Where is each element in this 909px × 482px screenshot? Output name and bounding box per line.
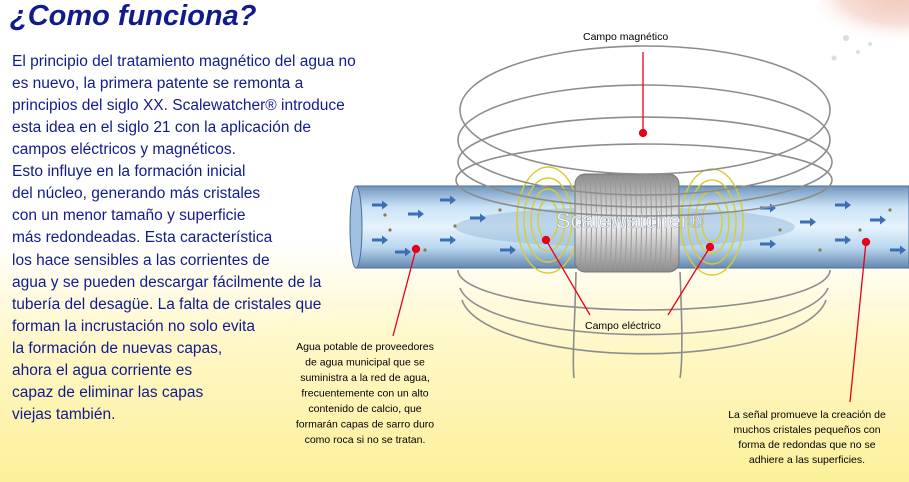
magnetic-field-label: Campo magnético (583, 31, 669, 43)
paragraph-line: principios del siglo XX. Scalewatcher® introduce (12, 97, 345, 114)
paragraph-line: la formación de nuevas capas, (12, 340, 223, 357)
paragraph-line: es nuevo, la primera patente se remonta a (12, 75, 304, 92)
calcium-particle (383, 213, 386, 216)
calcium-particle (858, 228, 861, 231)
calcium-particle (423, 248, 426, 251)
label-line: contenido de calcio, que (308, 403, 422, 415)
calcium-particle (453, 224, 456, 227)
label-line: suministra a la red de agua, (300, 372, 430, 384)
paragraph-line: capaz de eliminar las capas (12, 384, 204, 401)
paragraph-line: tubería del desagüe. La falta de cristales que (12, 296, 322, 313)
calcium-particle (888, 208, 891, 211)
signal-description-label (728, 409, 886, 466)
paragraph-line: del núcleo, generando más cristales (12, 185, 261, 202)
water-description-label (296, 341, 434, 446)
label-line: La señal promueve la creación de (728, 409, 886, 421)
electric-field-label: Campo eléctrico (585, 320, 661, 332)
label-line: frecuentemente con un alto (301, 387, 429, 400)
paragraph-line: ahora el agua corriente es (12, 362, 193, 379)
device-brand-text: Scalewatcher® (555, 208, 705, 233)
paragraph-line: viejas también. (12, 406, 116, 423)
paragraph-line: El principio del tratamiento magnético del agua no (12, 53, 356, 70)
paragraph-line: campos eléctricos y magnéticos. (12, 141, 236, 158)
paragraph-line: agua y se pueden descargar fácilmente de la (12, 274, 322, 291)
magnetic-field-loops-back (456, 46, 832, 180)
label-line: forma de redondas que no se (738, 439, 876, 451)
calcium-particle (818, 248, 821, 251)
calcium-particle (388, 228, 391, 231)
label-line: adhiere a las superficies. (748, 454, 866, 466)
page-title: ¿Como funciona? (10, 0, 257, 32)
paragraph-line: más redondeadas. Esta característica (12, 229, 273, 246)
label-line: muchos cristales pequeños con (733, 424, 881, 436)
label-line: de agua municipal que se (305, 356, 425, 369)
calcium-particle (778, 228, 781, 231)
paragraph-line: los hace sensibles a las corrientes de (12, 252, 270, 269)
calcium-particle (498, 208, 501, 211)
paragraph-line: Esto influye en la formación inicial (12, 163, 246, 180)
water-splash-image (815, 0, 909, 61)
label-line: formarán capas de sarro duro (295, 418, 435, 431)
label-line: Agua potable de proveedores (296, 341, 434, 353)
label-line: como roca si no se tratan. (304, 434, 426, 446)
paragraph-line: con un menor tamaño y superficie (12, 207, 246, 224)
paragraph-line: forman la incrustación no solo evita (12, 318, 255, 335)
paragraph-line: esta idea en el siglo 21 con la aplicación de (12, 119, 312, 136)
